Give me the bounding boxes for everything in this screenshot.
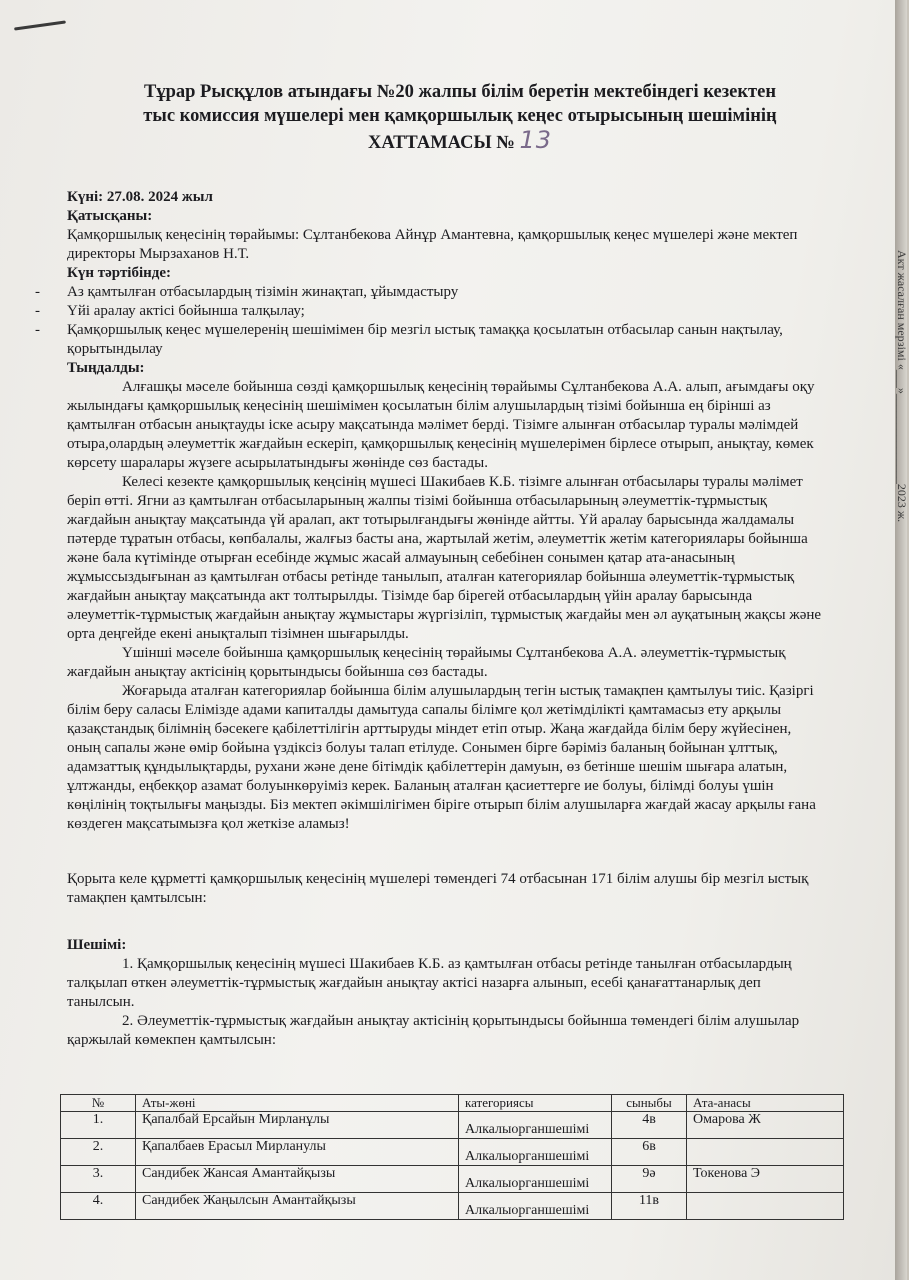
cell-parent bbox=[687, 1193, 844, 1220]
cell-name: Қапалбаев Ерасыл Мирланулы bbox=[136, 1139, 459, 1166]
header-name: Аты-жөні bbox=[136, 1095, 459, 1112]
protocol-label: ХАТТАМАСЫ № bbox=[367, 133, 515, 153]
cell-number: 4. bbox=[61, 1193, 136, 1220]
document-body bbox=[67, 188, 827, 1050]
cell-parent bbox=[687, 1139, 844, 1166]
cell-number: 2. bbox=[61, 1139, 136, 1166]
paragraph: Алғашқы мәселе бойынша сөзді қамқоршылық кеңесінің төрайымы Сұлтанбекова А.А. алып, ағымдағы оқу жылындағы қамқоршылық кеңесінің шешімімен қосылатын білім алушылардың тізімі бойынша ең бірінші аз қамтылған отбасын анықтауды іске асыру мақсатында мәлімет берді. Тізімге алынған отбасылар туралы мәлімдей отыра,олардың әлеуметтік жағдайын ескеріп, қамқоршылық кеңесінің мүшелерімен бірлесе отырып, анықтау, көмек көрсету шаралары жүзеге асырылатындығы жөнінде сөз бастады. bbox=[67, 379, 815, 471]
decision-item: 1. Қамқоршылық кеңесінің мүшесі Шакибаев К.Б. аз қамтылған отбасы ретінде танылған отбасылардың талқылап өткен әлеуметтік-тұрмыстық жағдайын анықтау актісі назарға алынып, есебі қанағаттанарлық деп танылсын. bbox=[67, 956, 792, 1010]
meeting-date: Күні: 27.08. 2024 жыл bbox=[67, 189, 213, 205]
table-row bbox=[61, 1139, 844, 1166]
underlying-page-edge bbox=[895, 0, 907, 1280]
paragraph: Келесі кезекте қамқоршылық кеңсінің мүшесі Шакибаев К.Б. тізімге алынған отбасылары туралы мәлімет беріп өтті. Ягни аз қамтылған отбасыларының жалпы тізімі бойынша отбасыларының әлеуметтік-тұрмыстық жағдайын анықтау мақсатында үй аралап, акт тотырылғандығы жөнінде айтты. Үй аралау барысында жалдамалы пәтерде тұратын отбасы, көпбалалы, жалғыз басты ана, жартылай жетім, әлеуметтік жетім категориялары бойынша және бала күтімінде отырған есебінде жұмыс жасай алмауының себебінен сонымен қатар ата-анасының жұмыссыздығынан аз қамтылған отбасы ретінде танылып, аталған категориялар бойынша әлеуметтік-тұрмыстық жағдайын анықтау мақсатында акт толтырылды. Тізімде бар бірегей отбасылардың үйін аралау барысында әлеуметтік-тұрмыстық жағдайын анықтау жұмыстары жүргізіліп, тұрмыстық жағдайы мен әл ауқатының жақсы және орта деңгейде екені анықталып тізімнен шығарылды. bbox=[67, 474, 822, 642]
decision-item: 2. Әлеуметтік-тұрмыстық жағдайын анықтау актісінің қорытындысы бойынша төмендегі білім алушылар қаржылай көмекпен қамтылсын: bbox=[67, 1013, 800, 1048]
table-row bbox=[61, 1112, 844, 1139]
cell-category: Алкалыорганшешімі bbox=[459, 1193, 612, 1220]
table-row bbox=[61, 1166, 844, 1193]
title-line-1: Тұрар Рысқұлов атындағы №20 жалпы білім беретін мектебіндегі кезектен bbox=[144, 82, 776, 102]
protocol-number: 13 bbox=[519, 126, 553, 154]
pen-mark bbox=[14, 20, 66, 30]
students-table bbox=[60, 1094, 844, 1220]
participants-heading: Қатысқаны: bbox=[67, 208, 153, 224]
heard-heading: Тыңдалды: bbox=[67, 360, 145, 376]
header-number: № bbox=[61, 1095, 136, 1112]
agenda-heading: Күн тәртібінде: bbox=[67, 265, 172, 281]
cell-category: Алкалыорганшешімі bbox=[459, 1166, 612, 1193]
conclusion-text: Қорыта келе құрметті қамқоршылық кеңесінің мүшелері төмендегі 74 отбасынан 171 білім алушы бір мезгіл ыстық тамақпен қамтылсын: bbox=[67, 871, 809, 906]
cell-number: 1. bbox=[61, 1112, 136, 1139]
agenda-item: - Қамқоршылық кеңес мүшелеренің шешімімен бір мезгіл ыстық тамаққа қосылатын отбасылар санын нақтылау, қорытындылау bbox=[67, 321, 827, 359]
table-header-row bbox=[61, 1095, 844, 1112]
participants-text: Қамқоршылық кеңесінің төрайымы: Сұлтанбекова Айнұр Амантевна, қамқоршылық кеңес мүшелері және мектеп директоры Мырзаханов Н.Т. bbox=[67, 227, 798, 262]
header-class: сыныбы bbox=[612, 1095, 687, 1112]
cell-category: Алкалыорганшешімі bbox=[459, 1112, 612, 1139]
table-row bbox=[61, 1193, 844, 1220]
title-line-2: тыс комиссия мүшелері мен қамқоршылық кеңес отырысының шешімінің bbox=[143, 106, 777, 126]
cell-category: Алкалыорганшешімі bbox=[459, 1139, 612, 1166]
cell-class: 9ә bbox=[612, 1166, 687, 1193]
cell-class: 6в bbox=[612, 1139, 687, 1166]
cell-number: 3. bbox=[61, 1166, 136, 1193]
paragraph: Үшінші мәселе бойынша қамқоршылық кеңесінің төрайымы Сұлтанбекова А.А. әлеуметтік-тұрмыстық жағдайын анықтау актісінің қорытындысы бойынша сөз бастады. bbox=[67, 645, 786, 680]
title-line-3 bbox=[60, 128, 860, 155]
decision-heading: Шешімі: bbox=[67, 937, 127, 953]
header-category: категориясы bbox=[459, 1095, 612, 1112]
cell-class: 11в bbox=[612, 1193, 687, 1220]
cell-name: Қапалбай Ерсайын Мирланұлы bbox=[136, 1112, 459, 1139]
cell-parent: Омарова Ж bbox=[687, 1112, 844, 1139]
underlying-page-text: Акт жасалған мерзімі «___»_______________2023 ж. bbox=[895, 250, 909, 523]
cell-parent: Токенова Э bbox=[687, 1166, 844, 1193]
cell-class: 4в bbox=[612, 1112, 687, 1139]
cell-name: Сандибек Жаңылсын Амантайқызы bbox=[136, 1193, 459, 1220]
agenda-item: - Аз қамтылған отбасылардың тізімін жинақтап, ұйымдастыру bbox=[67, 283, 827, 302]
agenda-item: - Үйі аралау актісі бойынша талқылау; bbox=[67, 302, 827, 321]
paragraph: Жоғарыда аталған категориялар бойынша білім алушылардың тегін ыстық тамақпен қамтылуы тиіс. Қазіргі білім беру саласы Елімізде адами капиталды дамытуда сапалы білімге қол жетімділікті қамтамасыз ету арқылы қазақстандық білімнің бәсекеге қабілеттілігін арттыруды міндет етіп отыр. Жаңа жағдайда білім беру жүйесінен, оның сапалы және өмір бойына үздіксіз болуы талап етілуде. Сонымен бірге бәріміз баланың бойынан ұлттық, адамзаттық құндылықтарды, рухани және дене бітімдік қабілеттерін дамуын, өз бетінше шешім шығара алатын, ұлтжанды, еңбекқор азамат болуынкөруіміз керек. Баланың аталған қасиеттерге ие болуы, білімді болуы үшін көңілінің тоқтылығы маңызды. Біз мектеп әкімшілігімен біріге отырып білім алушыларға жағдай жасау арқылы ғана көздеген мақсатымызға қол жеткізе аламыз! bbox=[67, 683, 816, 832]
document-title bbox=[60, 80, 860, 155]
cell-name: Сандибек Жансая Амантайқызы bbox=[136, 1166, 459, 1193]
header-parent: Ата-анасы bbox=[687, 1095, 844, 1112]
